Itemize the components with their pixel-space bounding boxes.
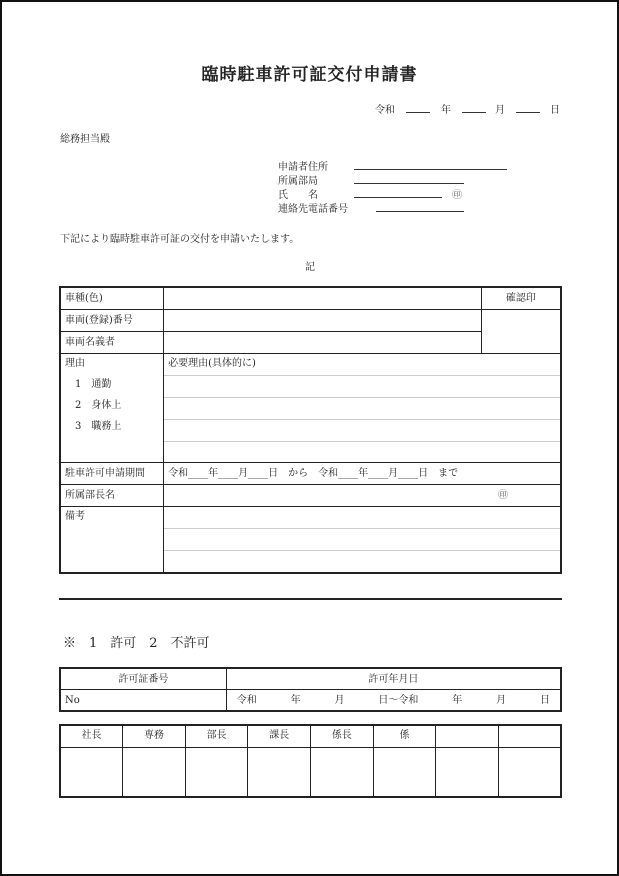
approver-title-blank (498, 725, 561, 747)
seal-mark-dept-head: ㊞ (498, 489, 508, 501)
permit-date-part: 年 (452, 694, 463, 706)
remarks-cell (164, 507, 561, 574)
approver-title-director: 部長 (185, 725, 248, 747)
application-form-table (59, 286, 562, 574)
permit-date-field[interactable] (226, 690, 561, 712)
car-type-field[interactable] (164, 287, 482, 310)
remarks-label: 備考 (60, 507, 164, 574)
reg-number-field[interactable] (164, 310, 482, 332)
request-text: 下記により臨時駐車許可証の交付を申請いたします。 (60, 234, 300, 245)
approver-title-staff: 係 (373, 725, 436, 747)
applicant-address-label: 申請者住所 (278, 162, 328, 173)
permit-number-header: 許可証番号 (60, 668, 226, 690)
date-day-blank[interactable] (516, 112, 540, 113)
stamp-box[interactable] (185, 747, 248, 797)
date-year-label: 年 (441, 105, 451, 116)
applicant-address-field[interactable] (354, 169, 507, 170)
permit-date-part: 月 (496, 694, 507, 706)
stamp-box[interactable] (311, 747, 374, 797)
permit-date-part: 令和 (236, 694, 257, 706)
applicant-dept-label: 所属部局 (278, 176, 318, 187)
date-year-blank[interactable] (406, 112, 430, 113)
remarks-line[interactable] (164, 551, 560, 572)
approver-title-manager: 課長 (248, 725, 311, 747)
approver-title-president: 社長 (60, 725, 123, 747)
stamp-box[interactable] (60, 747, 123, 797)
reason-option-physical[interactable]: 2 身体上 (75, 400, 122, 411)
applicant-name-field[interactable] (354, 197, 442, 198)
approver-title-senior-director: 専務 (123, 725, 186, 747)
reason-detail-cell (164, 354, 561, 463)
reg-number-label: 車両(登録)番号 (60, 310, 164, 332)
stamp-box[interactable] (498, 747, 561, 797)
reason-cell (60, 354, 164, 463)
permit-number-field[interactable] (60, 690, 226, 712)
section-divider (59, 598, 562, 600)
permit-table (59, 667, 562, 712)
date-day-label: 日 (550, 105, 560, 116)
date-era: 令和 (375, 105, 395, 116)
stamp-box[interactable] (248, 747, 311, 797)
dept-head-label: 所属部長名 (60, 485, 164, 507)
reason-option-commute[interactable]: 1 通勤 (75, 379, 112, 390)
approval-stamp-table (59, 724, 562, 798)
owner-label: 車両名義者 (60, 332, 164, 354)
stamp-box[interactable] (123, 747, 186, 797)
applicant-phone-field[interactable] (376, 211, 464, 212)
ki-heading: 記 (305, 262, 315, 273)
confirm-seal-box[interactable] (481, 310, 561, 354)
permit-date-part: 日 (540, 694, 550, 706)
owner-field[interactable] (164, 332, 482, 354)
seal-mark-applicant: ㊞ (452, 190, 462, 201)
permit-date-part: 日～令和 (378, 694, 419, 706)
document-title: 臨時駐車許可証交付申請書 (201, 65, 418, 85)
permit-date-part: 月 (334, 694, 345, 706)
reason-option-work[interactable]: 3 職務上 (75, 421, 122, 432)
permit-date-row (231, 691, 556, 710)
stamp-box[interactable] (436, 747, 499, 797)
stamp-box[interactable] (373, 747, 436, 797)
approver-title-chief: 係長 (311, 725, 374, 747)
car-type-label: 車種(色) (60, 287, 164, 310)
reason-line[interactable] (164, 420, 560, 442)
addressee: 総務担当殿 (60, 134, 110, 145)
no-label: No (65, 694, 80, 706)
applicant-name-label: 氏 名 (278, 190, 318, 201)
decision-line: ※ 1 許可 2 不許可 (63, 636, 210, 651)
period-field[interactable]: 令和____年____月____日 から 令和____年____月____日 まで (164, 463, 561, 485)
reason-line[interactable] (164, 376, 560, 398)
dept-head-field[interactable] (164, 485, 561, 507)
period-label: 駐車許可申請期間 (60, 463, 164, 485)
confirm-seal-label: 確認印 (481, 287, 561, 310)
date-month-label: 月 (495, 105, 505, 116)
permit-date-part: 年 (290, 694, 301, 706)
necessary-reason-label: 必要理由(具体的に) (164, 354, 560, 376)
permit-date-header: 許可年月日 (226, 668, 561, 690)
applicant-phone-label: 連絡先電話番号 (278, 204, 348, 215)
remarks-line[interactable] (164, 529, 560, 551)
applicant-dept-field[interactable] (354, 183, 464, 184)
remarks-line[interactable] (164, 507, 560, 529)
reason-line[interactable] (164, 442, 560, 462)
approver-title-blank (436, 725, 499, 747)
reason-line[interactable] (164, 398, 560, 420)
date-month-blank[interactable] (462, 112, 486, 113)
reason-label: 理由 (65, 358, 85, 369)
